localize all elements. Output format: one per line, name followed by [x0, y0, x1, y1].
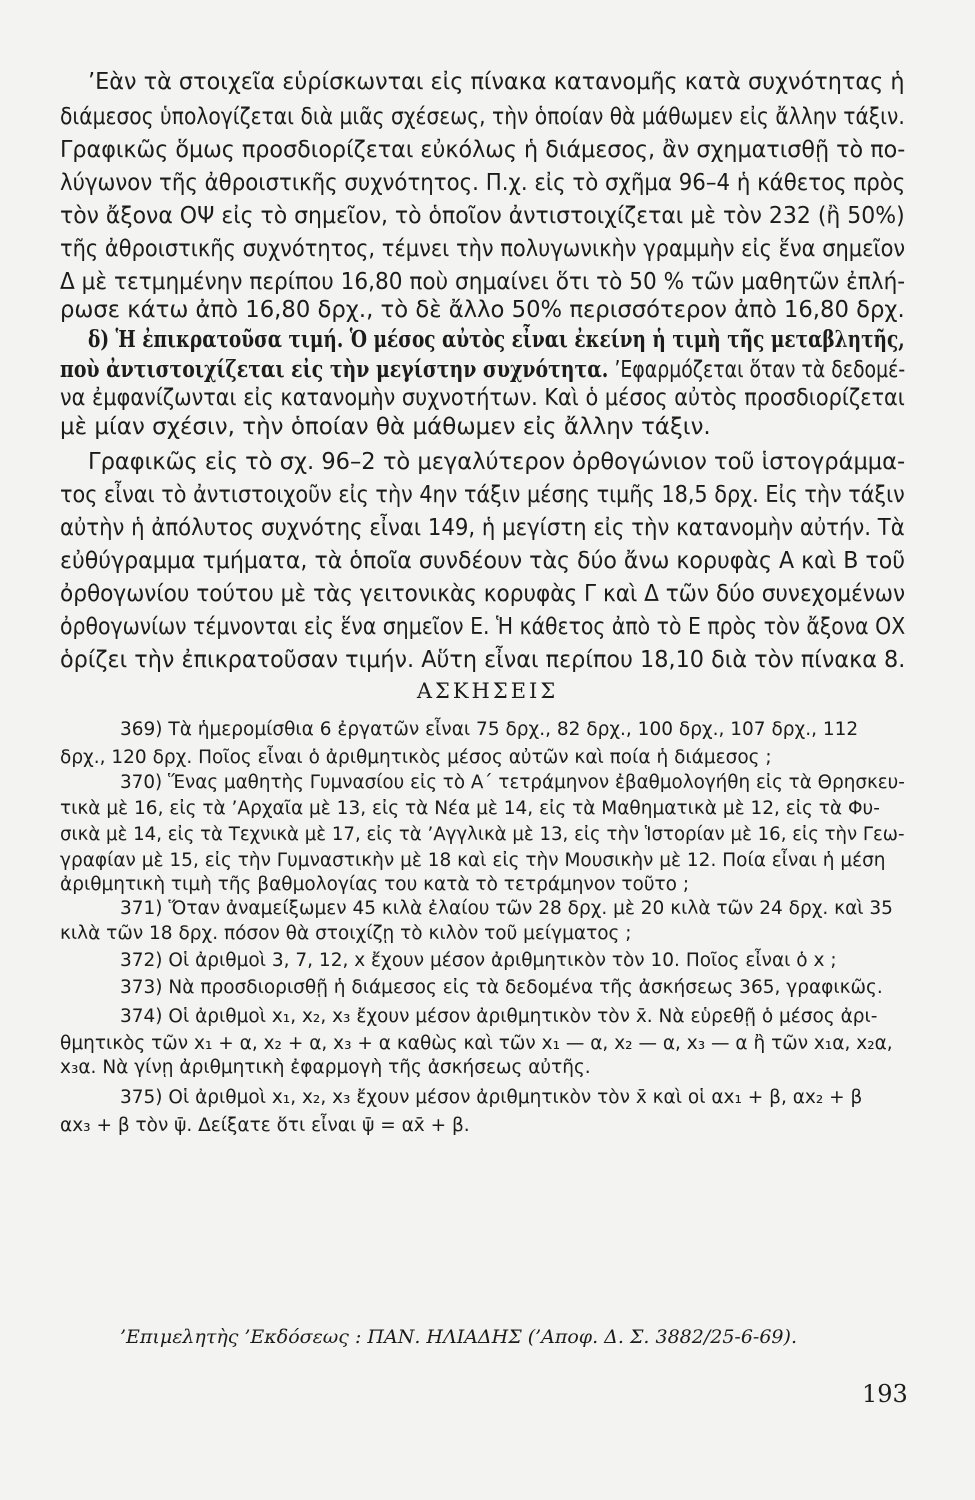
exercise-line-12: 374) Οἱ ἀριθμοὶ x₁, x₂, x₃ ἔχουν μέσον ἀριθμητικὸν τὸν x̄. Νὰ εὑρεθῇ ὁ μέσος ἀρι- [120, 1006, 878, 1027]
exercise-line-2: δρχ., 120 δρχ. Ποῖος εἶναι ὁ ἀριθμητικὸς μέσος αὐτῶν καὶ ποία ἡ διάμεσος ; [60, 747, 772, 768]
mode-definition-line-2 [60, 356, 905, 383]
exercise-line-4: τικὰ μὲ 16, εἰς τὰ ’Αρχαῖα μὲ 13, εἰς τὰ Νέα μὲ 14, εἰς τὰ Μαθηματικὰ μὲ 12, εἰς τὰ Φυ- [60, 798, 880, 819]
exercise-line-8: 371) Ὅταν ἀναμείξωμεν 45 κιλὰ ἐλαίου τῶν 28 δρχ. μὲ 20 κιλὰ τῶν 24 δρχ. καὶ 35 [120, 898, 893, 919]
publisher-footer: ’Επιμελητὴς ’Εκδόσεως : ΠΑΝ. ΗΛΙΑΔΗΣ (’Αποφ. Δ. Σ. 3882/25-6-69). [120, 1326, 797, 1348]
body-line-3: Γραφικῶς ὅμως προσδιορίζεται εὐκόλως ἡ διάμεσος, ἂν σχηματισθῇ τὸ πο- [60, 137, 906, 163]
body-line-17: ὁρίζει τὴν ἐπικρατοῦσαν τιμήν. Αὕτη εἶναι περίπου 18,10 διὰ τὸν πίνακα 8. [60, 647, 906, 673]
body-line-10: μὲ μίαν σχέσιν, τὴν ὁποίαν θὰ μάθωμεν εἰς ἄλλην τάξιν. [60, 414, 711, 440]
exercise-line-7: ἀριθμητικὴ τιμὴ τῆς βαθμολογίας του κατὰ τὸ τετράμηνον τοῦτο ; [60, 874, 690, 895]
body-line-9: να ἐμφανίζωνται εἰς κατανομὴν συχνοτήτων. Καὶ ὁ μέσος αὐτὸς προσδιορίζεται [60, 385, 905, 411]
body-line-6: τῆς ἀθροιστικῆς συχνότητος, τέμνει τὴν πολυγωνικὴν γραμμὴν εἰς ἕνα σημεῖον [60, 236, 906, 262]
page-number: 193 [862, 1380, 908, 1408]
exercise-line-16: αx₃ + β τὸν ψ̄. Δείξατε ὅτι εἶναι ψ̄ = αx̄ + β. [60, 1115, 470, 1136]
body-line-16: ὀρθογωνίων τέμνονται εἰς ἕνα σημεῖον Ε. Ἡ κάθετος ἀπὸ τὸ Ε πρὸς τὸν ἄξονα ΟΧ [60, 614, 906, 640]
mode-definition-bold-2: ποὺ ἀντιστοιχίζεται εἰς τὴν μεγίστην συχνότητα. [60, 356, 609, 383]
exercise-line-1: 369) Τὰ ἡμερομίσθια 6 ἐργατῶν εἶναι 75 δρχ., 82 δρχ., 100 δρχ., 107 δρχ., 112 [120, 719, 859, 740]
exercise-line-9: κιλὰ τῶν 18 δρχ. πόσον θὰ στοιχίζῃ τὸ κιλὸν τοῦ μείγματος ; [60, 923, 632, 944]
mode-definition-bold: δ) Ἡ ἐπικρατοῦσα τιμή. Ὁ μέσος αὐτὸς εἶναι ἐκείνη ἡ τιμὴ τῆς μεταβλητῆς, [88, 326, 905, 353]
exercise-line-14: x₃α. Νὰ γίνῃ ἀριθμητικὴ ἐφαρμογὴ τῆς ἀσκήσεως αὐτῆς. [60, 1057, 591, 1078]
mode-definition-line-1 [88, 326, 905, 353]
exercise-line-3: 370) Ἕνας μαθητὴς Γυμνασίου εἰς τὸ Α΄ τετράμηνον ἐβαθμολογήθη εἰς τὰ Θρησκευ- [120, 772, 905, 793]
body-line-12: τος εἶναι τὸ ἀντιστοιχοῦν εἰς τὴν 4ην τάξιν μέσης τιμῆς 18,5 δρχ. Εἰς τὴν τάξιν [60, 482, 905, 508]
exercises-heading: ΑΣΚΗΣΕΙΣ [416, 679, 559, 703]
body-line-11: Γραφικῶς εἰς τὸ σχ. 96–2 τὸ μεγαλύτερον ὀρθογώνιον τοῦ ἱστογράμμα- [88, 449, 906, 475]
body-line-5: τὸν ἄξονα ΟΨ εἰς τὸ σημεῖον, τὸ ὁποῖον ἀντιστοιχίζεται μὲ τὸν 232 (ἢ 50%) [60, 203, 905, 229]
body-line-1: ’Εὰν τὰ στοιχεῖα εὑρίσκωνται εἰς πίνακα κατανομῆς κατὰ συχνότητας ἡ [88, 69, 905, 95]
body-line-8: ρωσε κάτω ἀπὸ 16,80 δρχ., τὸ δὲ ἄλλο 50% περισσότερον ἀπὸ 16,80 δρχ. [60, 297, 905, 323]
body-line-4: λύγωνον τῆς ἀθροιστικῆς συχνότητος. Π.χ. εἰς τὸ σχῆμα 96–4 ἡ κάθετος πρὸς [60, 170, 906, 196]
body-line-14: εὐθύγραμμα τμήματα, τὰ ὁποῖα συνδέουν τὰς δύο ἄνω κορυφὰς Α καὶ Β τοῦ [60, 548, 906, 574]
body-line-15: ὀρθογωνίου τούτου μὲ τὰς γειτονικὰς κορυφὰς Γ καὶ Δ τῶν δύο συνεχομένων [60, 581, 906, 607]
exercise-line-10: 372) Οἱ ἀριθμοὶ 3, 7, 12, x ἔχουν μέσον ἀριθμητικὸν τὸν 10. Ποῖος εἶναι ὁ x ; [120, 950, 837, 971]
exercise-line-6: γραφίαν μὲ 15, εἰς τὴν Γυμναστικὴν μὲ 18 καὶ εἰς τὴν Μουσικὴν μὲ 12. Ποία εἶναι ἡ μέση [60, 850, 886, 871]
mode-definition-rest: ’Εφαρμόζεται ὅταν τὰ δεδομέ- [608, 357, 906, 383]
exercise-line-11: 373) Νὰ προσδιορισθῇ ἡ διάμεσος εἰς τὰ δεδομένα τῆς ἀσκήσεως 365, γραφικῶς. [120, 977, 883, 998]
exercise-line-15: 375) Οἱ ἀριθμοὶ x₁, x₂, x₃ ἔχουν μέσον ἀριθμητικὸν τὸν x̄ καὶ οἱ αx₁ + β, αx₂ + β [120, 1087, 863, 1108]
exercise-line-5: σικὰ μὲ 14, εἰς τὰ Τεχνικὰ μὲ 17, εἰς τὰ ’Αγγλικὰ μὲ 13, εἰς τὴν Ἱστορίαν μὲ 16, εἰς τὴν Γεω- [60, 824, 905, 845]
body-line-2: διάμεσος ὑπολογίζεται διὰ μιᾶς σχέσεως, τὴν ὁποίαν θὰ μάθωμεν εἰς ἄλλην τάξιν. [60, 104, 905, 130]
body-line-13: αὐτὴν ἡ ἀπόλυτος συχνότης εἶναι 149, ἡ μεγίστη εἰς τὴν κατανομὴν αὐτήν. Τὰ [60, 515, 905, 541]
body-line-7: Δ μὲ τετμημένην περίπου 16,80 ποὺ σημαίνει ὅτι τὸ 50 % τῶν μαθητῶν ἐπλή- [60, 269, 906, 295]
exercise-line-13: θμητικὸς τῶν x₁ + α, x₂ + α, x₃ + α καθὼς καὶ τῶν x₁ — α, x₂ — α, x₃ — α ἢ τῶν x₁α, x₂α, [60, 1033, 893, 1054]
